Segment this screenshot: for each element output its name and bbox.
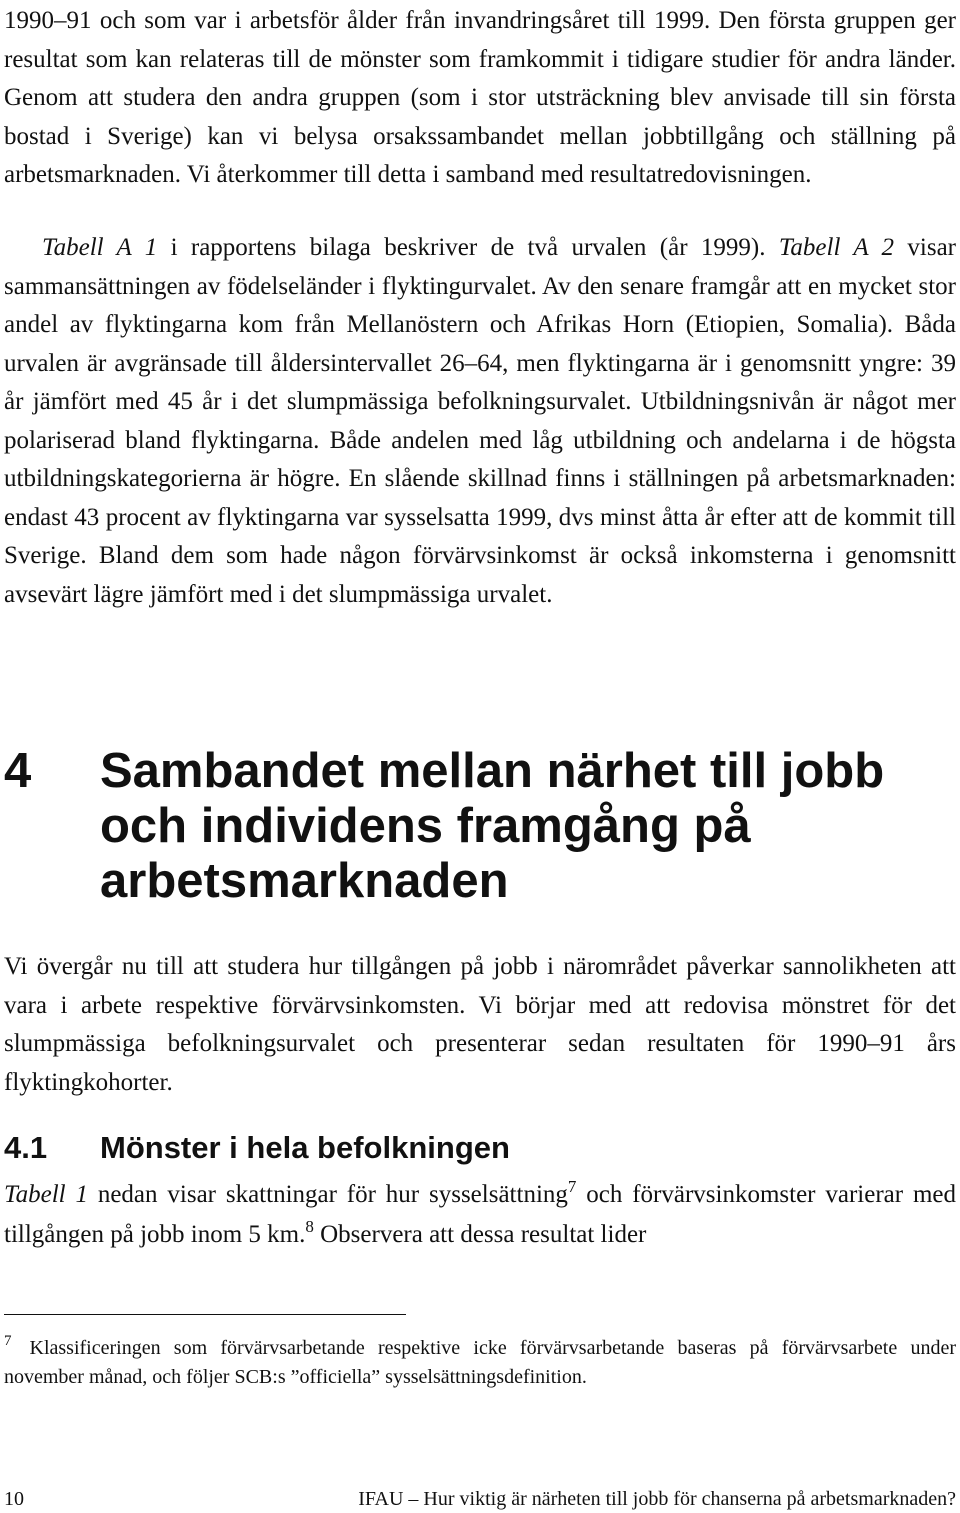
footnote-reference-7[interactable]: 7 (567, 1177, 577, 1196)
footnote-mark: 7 (4, 1333, 12, 1349)
paragraph-text: och förvärvsinkomster varierar med tillgången på jobb inom 5 km. (4, 1181, 956, 1248)
chapter-number: 4 (4, 744, 32, 798)
document-page (4, 0, 956, 1513)
paragraph-text: nedan visar skattningar för hur sysselsättning (87, 1181, 568, 1208)
page-number: 10 (4, 1488, 24, 1510)
chapter-heading (4, 744, 956, 909)
paragraph-text: Observera att dessa resultat lider (313, 1221, 647, 1248)
footnote-divider (4, 1314, 406, 1315)
footnote-reference-8[interactable]: 8 (305, 1217, 314, 1236)
paragraph-text: visar sammansättningen av födelseländer i flyktingurvalet. Av den senare framgår att en mycket stor andel av flyktingarna kom från Mellanöstern och Afrikas Horn (Etiopien, Somalia). Båda urvalen är avgränsade till åldersintervallet 26–64, men flyktingarna är i genomsnitt yngre: 39 år jämfört med 45 år i det slumpmässiga befolkningsurvalet. Utbildningsnivån är något mer polariserad bland flyktingarna. Både andelen med låg utbildning och andelarna i de högsta utbildningskategorierna är högre. En slående skillnad finns i ställningen på arbetsmarknaden: endast 43 procent av flyktingarna var sysselsatta 1999, dvs minst åtta år efter att de kommit till Sverige. Bland dem som hade någon förvärvsinkomst är också inkomsterna i genomsnitt avsevärt lägre jämfört med i det slumpmässiga urvalet. (4, 234, 956, 608)
running-title: IFAU – Hur viktig är närheten till jobb för chanserna på arbetsmarknaden? (358, 1488, 956, 1510)
footnote-text: Klassificeringen som förvärvsarbetande respektive icke förvärvsarbetande baseras på förvärvsarbete under november månad, och följer SCB:s ”officiella” sysselsättningsdefinition. (4, 1337, 956, 1388)
body-paragraph-samples (4, 229, 956, 614)
section-heading (4, 1126, 956, 1170)
footnote-7 (4, 1334, 956, 1392)
body-paragraph-intro: Vi övergår nu till att studera hur tillgången på jobb i närområdet påverkar sannolikheten att vara i arbete respektive förvärvsinkomsten. Vi börjar med att redovisa mönstret för det slumpmässiga befolkningsurvalet och presenterar sedan resultaten för 1990–91 års flyktingkohorter. (4, 953, 956, 1096)
section-number: 4.1 (4, 1130, 48, 1165)
body-paragraph-table1 (4, 1175, 956, 1255)
chapter-title: Sambandet mellan närhet till jobb och individens framgång på arbetsmarknaden (100, 744, 885, 908)
paragraph-text: i rapportens bilaga beskriver de två urvalen (år 1999). (157, 234, 779, 261)
body-paragraph-continued: 1990–91 och som var i arbetsför ålder från invandringsåret till 1999. Den första gruppen ger resultat som kan relateras till de mönster som framkommit i tidigare studier för andra länder. Genom att studera den andra gruppen (som i stor utsträckning blev anvisade till sin första bostad i Sverige) kan vi belysa orsakssambandet mellan jobbtillgång och ställning på arbetsmarknaden. Vi återkommer till detta i samband med resultatredovisningen. (4, 7, 956, 188)
table-reference-1: Tabell 1 (4, 1181, 88, 1208)
table-reference-a1: Tabell A 1 (42, 234, 158, 261)
table-reference-a2: Tabell A 2 (778, 234, 895, 261)
section-title: Mönster i hela befolkningen (100, 1130, 510, 1165)
